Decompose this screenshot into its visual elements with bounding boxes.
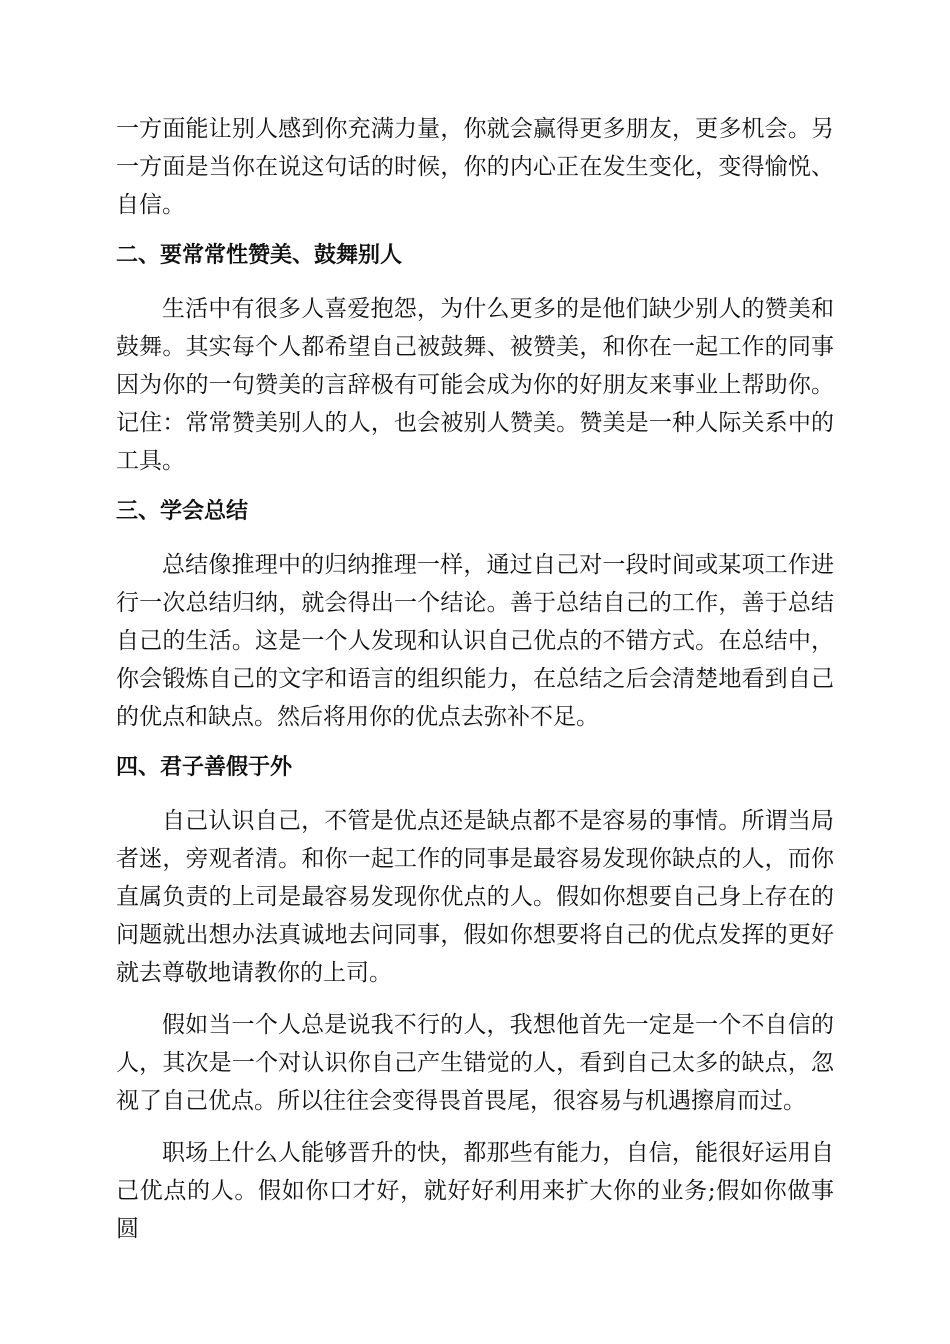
paragraph-praise: 生活中有很多人喜爱抱怨，为什么更多的是他们缺少别人的赞美和鼓舞。其实每个人都希望自己被鼓舞、被赞美，和你在一起工作的同事因为你的一句赞美的言辞极有可能会成为你的好朋友来事业上帮助你。记住：常常赞美别人的人，也会被别人赞美。赞美是一种人际关系中的工具。 [116, 296, 834, 474]
paragraph-external-help: 自己认识自己，不管是优点还是缺点都不是容易的事情。所谓当局者迷，旁观者清。和你一起工作的同事是最容易发现你缺点的人，而你直属负责的上司是最容易发现你优点的人。假如你想要自己身上存在的问题就出想办法真诚地去问同事，假如你想要将自己的优点发挥的更好就去尊敬地请教你的上司。 [116, 808, 834, 986]
paragraph-promotion: 职场上什么人能够晋升的快，都那些有能力，自信，能很好运用自己优点的人。假如你口才好，就好好利用来扩大你的业务;假如你做事圆 [116, 1140, 834, 1242]
section-heading-summarize: 三、学会总结 [116, 499, 249, 524]
paragraph-self-doubt: 假如当一个人总是说我不行的人，我想他首先一定是一个不自信的人，其次是一个对认识你自己产生错觉的人，看到自己太多的缺点，忽视了自己优点。所以往往会变得畏首畏尾，很容易与机遇擦肩而过。 [116, 1012, 834, 1114]
document-body [116, 110, 834, 1262]
section-heading-external-help: 四、君子善假于外 [116, 755, 293, 780]
paragraph-summarize: 总结像推理中的归纳推理一样，通过自己对一段时间或某项工作进行一次总结归纳，就会得出一个结论。善于总结自己的工作，善于总结自己的生活。这是一个人发现和认识自己优点的不错方式。在总结中，你会锻炼自己的文字和语言的组织能力，在总结之后会清楚地看到自己的优点和缺点。然后将用你的优点去弥补不足。 [116, 552, 834, 730]
paragraph-intro: 一方面能让别人感到你充满力量，你就会赢得更多朋友，更多机会。另一方面是当你在说这句话的时候，你的内心正在发生变化，变得愉悦、自信。 [116, 116, 834, 218]
section-heading-praise: 二、要常常性赞美、鼓舞别人 [116, 243, 403, 268]
